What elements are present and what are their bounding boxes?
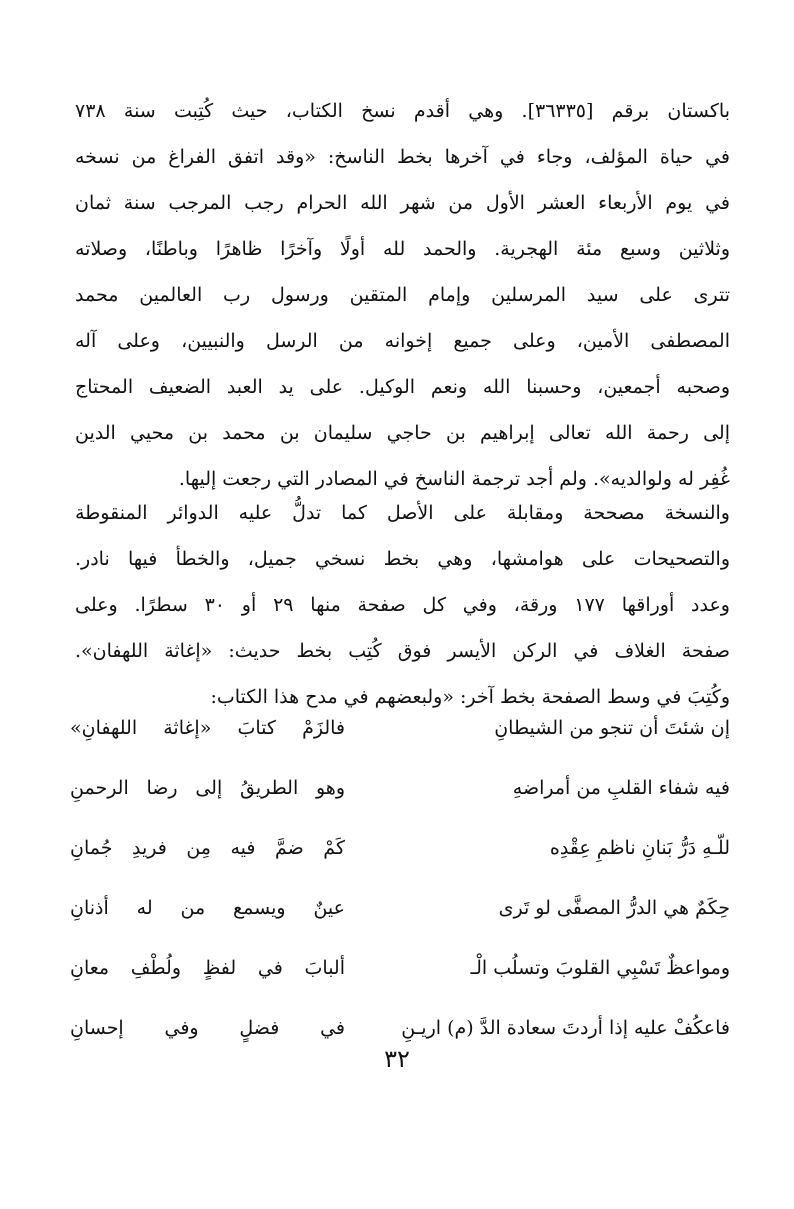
verse-first-hemistich: فاعكُفْ عليه إذا أردتَ سعادة الدَّ (م) اريـنِ bbox=[401, 1017, 730, 1039]
text-line: وثلاثين وسبع مئة الهجرية. والحمد لله أولًا وآخرًا ظاهرًا وباطنًا، وصلاته bbox=[75, 238, 730, 260]
text-line: غُفِر له ولوالديه». ولم أجد ترجمة الناسخ في المصادر التي رجعت إليها. bbox=[178, 468, 730, 490]
paragraph-manuscript-description bbox=[75, 88, 730, 502]
verse-second-hemistich: فالزَمْ كتابَ «إغاثة اللهفانِ» bbox=[70, 717, 345, 739]
poem-verse bbox=[70, 705, 730, 765]
verse-first-hemistich: فيه شفاء القلبِ من أمراضهِ bbox=[512, 777, 730, 799]
poem-verse bbox=[70, 765, 730, 825]
poem-verse bbox=[70, 945, 730, 1005]
text-line: باكستان برقم [٣٦٣٣٥]. وهي أقدم نسخ الكتاب، حيث كُتِبت سنة ٧٣٨ bbox=[75, 100, 730, 122]
text-line: والتصحيحات على هوامشها، وهي بخط نسخي جميل، والخطأ فيها نادر. bbox=[75, 548, 730, 570]
verse-second-hemistich: كَمْ ضمَّ فيه مِن فريدِ جُمانِ bbox=[70, 837, 345, 859]
verse-second-hemistich: ألبابَ في لفظٍ ولُطْفِ معانِ bbox=[70, 957, 345, 979]
text-line: إلى رحمة الله تعالى إبراهيم بن حاجي سليمان بن محمد بن محيي الدين bbox=[75, 422, 730, 444]
text-line: في حياة المؤلف، وجاء في آخرها بخط الناسخ: «وقد اتفق الفراغ من نسخه bbox=[75, 146, 730, 168]
text-line: والنسخة مصححة ومقابلة على الأصل كما تدلُّ عليه الدوائر المنقوطة bbox=[75, 502, 730, 524]
verse-first-hemistich: حِكَمٌ هي الدرُّ المصفَّى لو تَرى bbox=[498, 897, 730, 919]
verse-second-hemistich: في فضلٍ وفي إحسانِ bbox=[70, 1017, 345, 1039]
text-line: وصحبه أجمعين، وحسبنا الله ونعم الوكيل. على يد العبد الضعيف المحتاج bbox=[75, 376, 730, 398]
poem bbox=[70, 705, 730, 1065]
verse-second-hemistich: وهو الطريقُ إلى رضا الرحمنِ bbox=[70, 777, 345, 799]
verse-first-hemistich: للّـهِ دَرُّ بَنانِ ناظمِ عِقْدِه bbox=[549, 837, 730, 859]
poem-verse bbox=[70, 885, 730, 945]
paragraph-copy-details bbox=[75, 490, 730, 720]
verse-first-hemistich: إن شئتَ أن تنجو من الشيطانِ bbox=[494, 717, 730, 739]
text-line: وعدد أوراقها ١٧٧ ورقة، وفي كل صفحة منها ٢٩ أو ٣٠ سطرًا. وعلى bbox=[75, 594, 730, 616]
text-line: تترى على سيد المرسلين وإمام المتقين ورسول رب العالمين محمد bbox=[75, 284, 730, 306]
text-line: وكُتِبَ في وسط الصفحة بخط آخر: «ولبعضهم في مدح هذا الكتاب: bbox=[210, 686, 730, 708]
verse-second-hemistich: عينٌ ويسمع من له أذنانِ bbox=[70, 897, 345, 919]
page-number: ٣٢ bbox=[384, 1045, 410, 1073]
verse-first-hemistich: ومواعظٌ تَسْبِي القلوبَ وتسلُب الْـ bbox=[470, 957, 730, 979]
text-line: صفحة الغلاف في الركن الأيسر فوق كُتِب بخط حديث: «إغاثة اللهفان». bbox=[75, 640, 730, 662]
text-line: في يوم الأربعاء العشر الأول من شهر الله الحرام رجب المرجب سنة ثمان bbox=[75, 192, 730, 214]
text-line: المصطفى الأمين، وعلى جميع إخوانه من الرسل والنبيين، وعلى آله bbox=[75, 330, 730, 352]
poem-verse bbox=[70, 825, 730, 885]
